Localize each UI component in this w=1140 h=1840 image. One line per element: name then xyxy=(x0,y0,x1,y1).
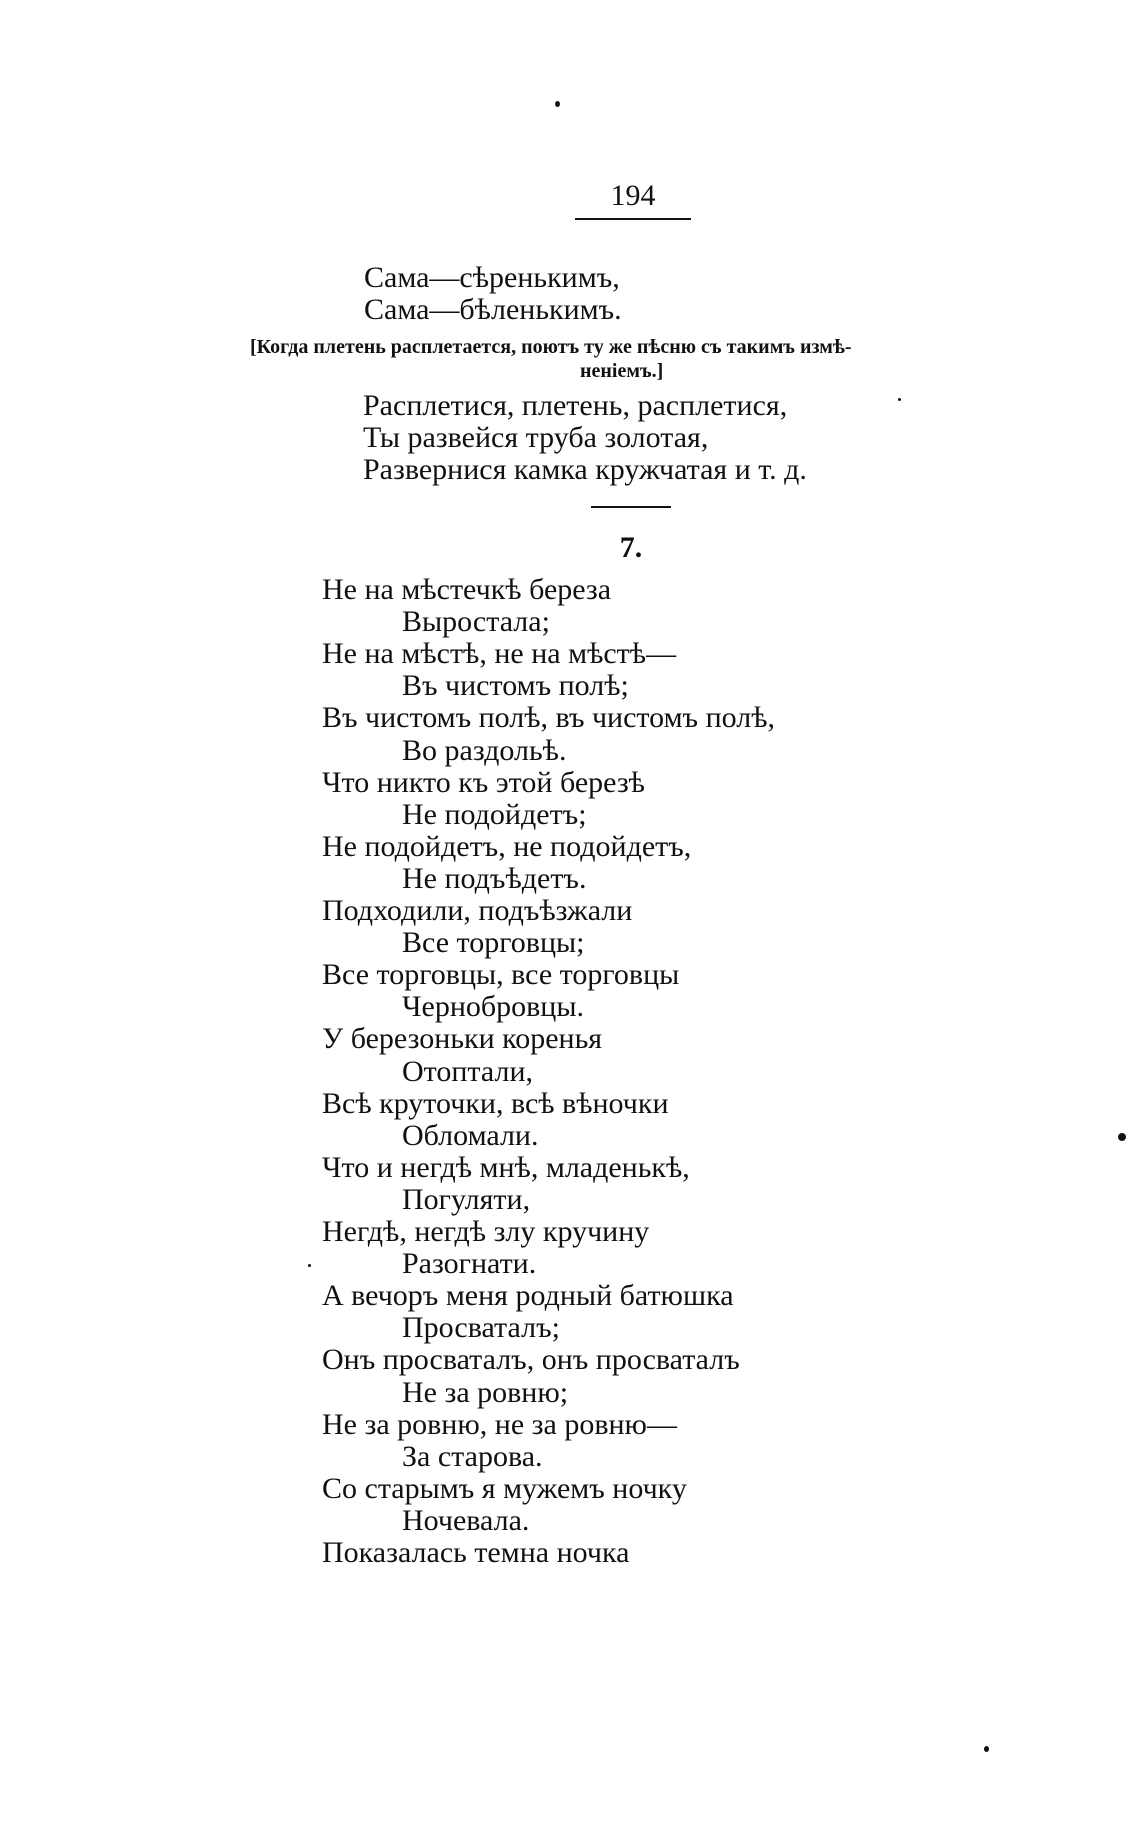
print-speck xyxy=(555,101,560,107)
section-number: 7. xyxy=(619,531,643,564)
page-number: 194 xyxy=(610,179,656,212)
verse-line: Со старымъ я мужемъ ночку xyxy=(322,1472,687,1505)
verse-line: Всѣ круточки, всѣ вѣночки xyxy=(322,1087,669,1120)
variant-line: Ты развейся труба золотая, xyxy=(363,421,709,454)
verse-line: Во раздольѣ. xyxy=(402,734,567,767)
verse-line: Разогнати. xyxy=(402,1247,537,1280)
verse-line: Не подойдетъ, не подойдетъ, xyxy=(322,830,692,863)
variant-line: Расплетися, плетень, расплетися, xyxy=(363,389,788,422)
print-speck xyxy=(308,1264,311,1267)
verse-line: Что и негдѣ мнѣ, младенькѣ, xyxy=(322,1151,690,1184)
continuation-line: Сама—бѣленькимъ. xyxy=(364,293,622,326)
verse-line: Не на мѣстѣ, не на мѣстѣ— xyxy=(322,637,677,670)
page-number-rule xyxy=(575,218,691,220)
verse-line: Все торговцы, все торговцы xyxy=(322,958,680,991)
verse-line: Что никто къ этой березѣ xyxy=(322,766,645,799)
verse-line: Просваталъ; xyxy=(402,1311,560,1344)
variant-line: Развернися камка кружчатая и т. д. xyxy=(363,453,807,486)
print-speck xyxy=(1118,1133,1126,1141)
verse-line: Въ чистомъ полѣ, въ чистомъ полѣ, xyxy=(322,701,775,734)
verse-line: Выростала; xyxy=(402,605,550,638)
verse-line: Негдѣ, негдѣ злу кручину xyxy=(322,1215,650,1248)
verse-line: Подходили, подъѣзжали xyxy=(322,894,633,927)
verse-line: Не на мѣстечкѣ береза xyxy=(322,573,612,606)
verse-line: Чернобровцы. xyxy=(402,990,585,1023)
verse-line: Обломали. xyxy=(402,1119,539,1152)
editorial-note-line: [Когда плетень расплетается, поютъ ту же пѣсню съ такимъ измѣ- xyxy=(250,336,852,358)
verse-line: Все торговцы; xyxy=(402,926,585,959)
verse-line: Онъ просваталъ, онъ просваталъ xyxy=(322,1343,740,1376)
verse-line: Показалась темна ночка xyxy=(322,1536,630,1569)
print-speck xyxy=(984,1746,989,1752)
verse-line: Отоптали, xyxy=(402,1055,534,1088)
continuation-line: Сама—сѣренькимъ, xyxy=(364,261,620,294)
verse-line: Не подъѣдетъ. xyxy=(402,862,587,895)
verse-line: Ночевала. xyxy=(402,1504,530,1537)
section-divider xyxy=(591,506,671,508)
verse-line: Не за ровню; xyxy=(402,1376,569,1409)
editorial-note-line: неніемъ.] xyxy=(580,360,664,382)
verse-line: У березоньки коренья xyxy=(322,1022,603,1055)
verse-line: А вечоръ меня родный батюшка xyxy=(322,1279,734,1312)
verse-line: Не за ровню, не за ровню— xyxy=(322,1408,677,1441)
verse-line: Не подойдетъ; xyxy=(402,798,587,831)
print-speck xyxy=(898,398,901,401)
verse-line: Въ чистомъ полѣ; xyxy=(402,669,629,702)
verse-line: За старова. xyxy=(402,1440,543,1473)
verse-line: Погуляти, xyxy=(402,1183,531,1216)
